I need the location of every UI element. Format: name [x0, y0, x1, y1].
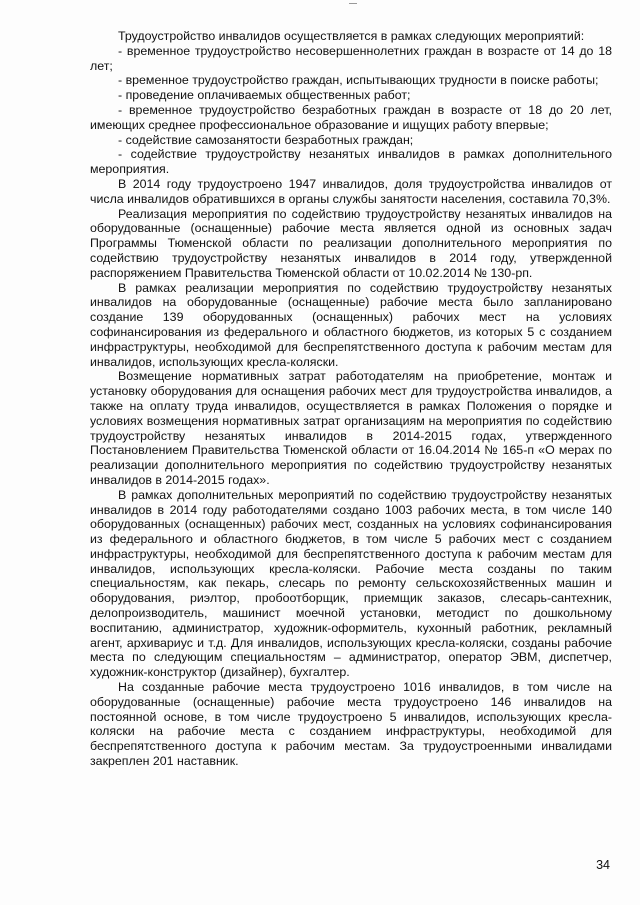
list-item: - временное трудоустройство несовершеннолетних граждан в возрасте от 14 до 18 лет;	[90, 43, 612, 73]
paragraph: В рамках дополнительных мероприятий по содействию трудоустройству незанятых инвалидов в 2014 году работодателями создано 1003 рабочих места, в том числе 140 оборудованных (оснащенных) рабочих мест, созданных на условиях софинансирования из федерального и областного бюджетов, в том числе 5 рабочих мест с созданием инфраструктуры, необходимой для беспрепятственного доступа к рабочим местам для инвалидов, использующих кресла-коляски. Рабочие места созданы по таким специальностям, как пекарь, слесарь по ремонту сельскохозяйственных машин и оборудования, риэлтор, пробоотборщик, приемщик заказов, слесарь-сантехник, делопроизводитель, машинист моечной установки, методист по дошкольному воспитанию, администратор, художник-оформитель, кухонный работник, рекламный агент, архивариус и т.д. Для инвалидов, использующих кресла-коляски, созданы рабочие места по следующим специальностям – администратор, оператор ЭВМ, диспетчер, художник-конструктор (дизайнер), бухгалтер.	[90, 487, 612, 680]
list-item: - проведение оплачиваемых общественных работ;	[118, 88, 411, 103]
scan-artifact	[349, 3, 357, 4]
paragraph: Реализация мероприятия по содействию трудоустройству незанятых инвалидов на оборудованные (оснащенные) рабочие места является одной из основных задач Программы Тюменской области по реализации дополнительного мероприятия по содействию трудоустройству незанятых инвалидов в 2014 году, утвержденной распоряжением Правительства Тюменской области от 10.02.2014 № 130-рп.	[90, 206, 612, 280]
list-item: - временное трудоустройство безработных граждан в возрасте от 18 до 20 лет, имеющих среднее профессиональное образование и ищущих работу впервые;	[90, 102, 612, 132]
list-item: - временное трудоустройство граждан, испытывающих трудности в поиске работы;	[118, 73, 599, 88]
paragraph: В 2014 году трудоустроено 1947 инвалидов, доля трудоустройства инвалидов от числа инвалидов обратившихся в органы службы занятости населения, составила 70,3%.	[90, 176, 612, 206]
paragraph: На созданные рабочие места трудоустроено 1016 инвалидов, в том числе на оборудованные (оснащенные) рабочие места трудоустроено 146 инвалидов на постоянной основе, в том числе трудоустроено 5 инвалидов, использующих кресла-коляски на рабочие места с созданием инфраструктуры, необходимой для беспрепятственного доступа к рабочим местам. За трудоустроенными инвалидами закреплен 201 наставник.	[90, 680, 612, 769]
list-item: - содействие самозанятости безработных граждан;	[118, 132, 414, 147]
list-item: - содействие трудоустройству незанятых инвалидов в рамках дополнительного мероприятия.	[90, 147, 612, 177]
document-body	[90, 29, 612, 769]
paragraph-intro: Трудоустройство инвалидов осуществляется в рамках следующих мероприятий:	[118, 29, 585, 43]
paragraph: В рамках реализации мероприятия по содействию трудоустройству незанятых инвалидов на оборудованные (оснащенные) рабочие места было запланировано создание 139 оборудованных (оснащенных) рабочих мест на условиях софинансирования из федерального и областного бюджетов, из которых 5 с созданием инфраструктуры, необходимой для беспрепятственного доступа к рабочим местам для инвалидов, использующих кресла-коляски.	[90, 280, 612, 369]
paragraph: Возмещение нормативных затрат работодателям на приобретение, монтаж и установку оборудования для оснащения рабочих мест для трудоустройства инвалидов, а также на оплату труда инвалидов, осуществляется в рамках Положения о порядке и условиях возмещения нормативных затрат организациям на мероприятия по содействию трудоустройству незанятых инвалидов в 2014-2015 годах, утвержденного Постановлением Правительства Тюменской области от 16.04.2014 № 165-п «О мерах по реализации дополнительного мероприятия по содействию трудоустройству незанятых инвалидов в 2014-2015 годах».	[90, 369, 612, 487]
page-number: 34	[596, 858, 610, 872]
